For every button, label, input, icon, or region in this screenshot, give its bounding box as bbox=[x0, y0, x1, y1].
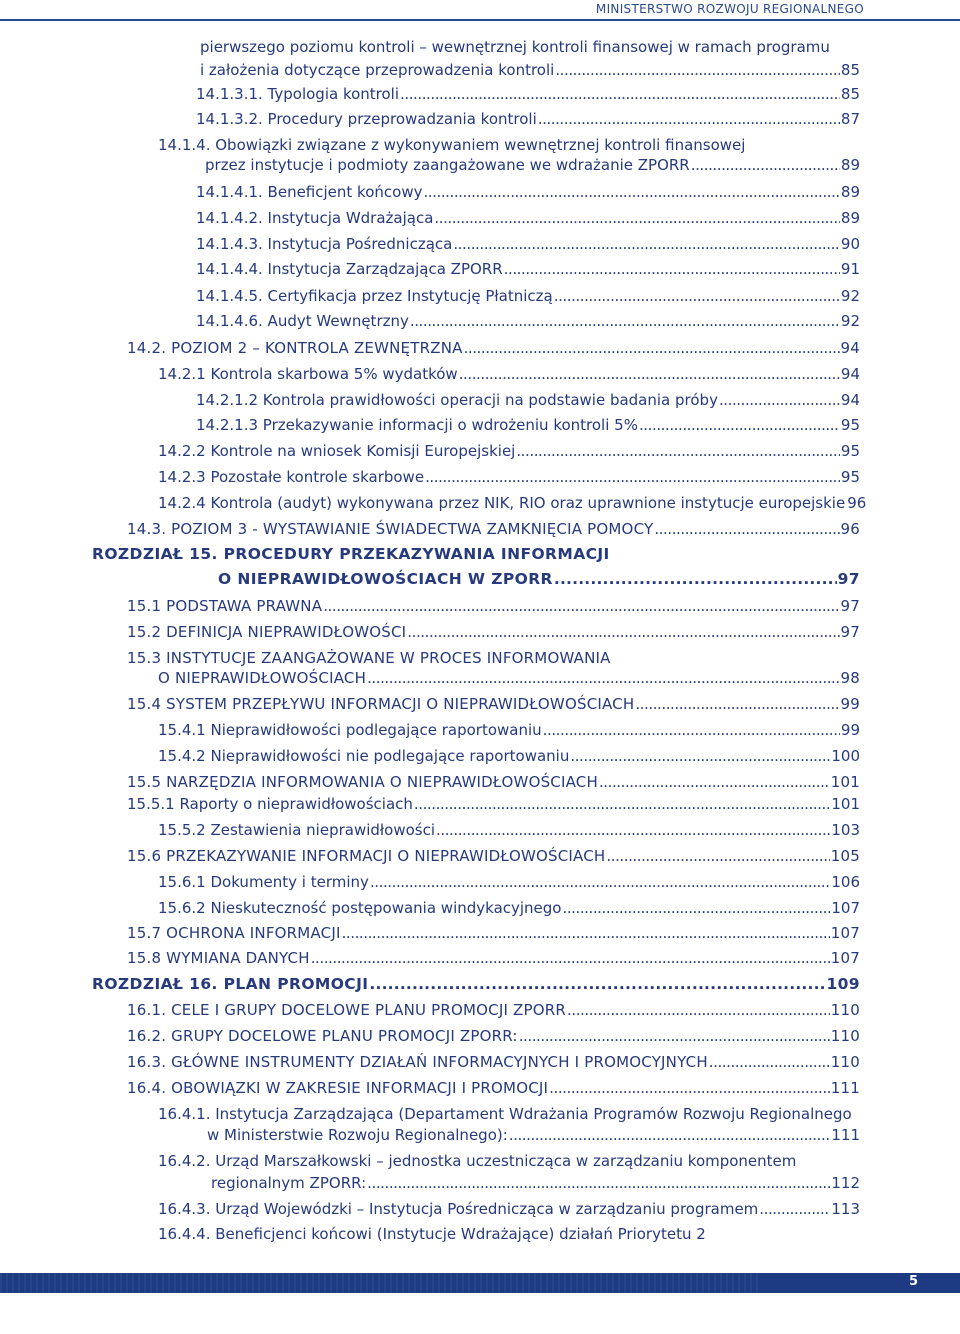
toc-entry-page: 110 bbox=[830, 1027, 860, 1045]
toc-entry-page: 89 bbox=[840, 209, 860, 227]
toc-entry-page: 107 bbox=[831, 899, 860, 917]
toc-entry-label: 14.2.2 Kontrole na wniosek Komisji Europejskiej bbox=[158, 442, 516, 460]
toc-entry[interactable] bbox=[127, 622, 860, 642]
toc-entry-label: O NIEPRAWIDŁOWOŚCIACH bbox=[158, 669, 367, 687]
toc-entry-label: 14.1.4.5. Certyfikacja przez Instytucję Płatniczą bbox=[196, 287, 553, 305]
toc-entry-page: 111 bbox=[830, 1079, 860, 1097]
leader-dots bbox=[459, 364, 840, 384]
toc-entry-label: 14.2.1.2 Kontrola prawidłowości operacji na podstawie badania próby bbox=[196, 391, 718, 409]
toc-entry-label: 15.5.2 Zestawienia nieprawidłowości bbox=[158, 821, 436, 839]
toc-entry-page: 94 bbox=[840, 391, 860, 409]
leader-dots bbox=[562, 898, 830, 918]
leader-dots bbox=[691, 155, 840, 175]
toc-entry-label: 16.4.4. Beneficjenci końcowi (Instytucje Wdrażające) działań Priorytetu 2 bbox=[158, 1225, 706, 1243]
toc-entry-page: 95 bbox=[840, 468, 860, 486]
toc-entry-page: 85 bbox=[840, 61, 860, 79]
toc-entry-page: 92 bbox=[840, 287, 860, 305]
toc-entry-page: 109 bbox=[826, 975, 860, 993]
toc-entry[interactable] bbox=[196, 234, 860, 254]
toc-entry-page: 113 bbox=[831, 1200, 860, 1218]
toc-entry[interactable] bbox=[127, 519, 860, 539]
toc-entry[interactable] bbox=[218, 569, 860, 589]
toc-entry-page: 91 bbox=[840, 260, 860, 278]
leader-dots bbox=[504, 259, 840, 279]
toc-entry[interactable] bbox=[158, 493, 867, 513]
leader-dots bbox=[410, 311, 840, 331]
leader-dots bbox=[567, 1000, 830, 1020]
leader-dots bbox=[654, 519, 839, 539]
toc-entry-label: 14.3. POZIOM 3 - WYSTAWIANIE ŚWIADECTWA ZAMKNIĘCIA POMOCY bbox=[127, 520, 654, 538]
toc-entry-page: 101 bbox=[831, 795, 860, 813]
footer-bar bbox=[0, 1273, 960, 1293]
toc-entry[interactable] bbox=[158, 441, 860, 461]
toc-entry-label: 14.1.4.3. Instytucja Pośrednicząca bbox=[196, 235, 453, 253]
leader-dots bbox=[555, 60, 840, 80]
toc-entry-label: 15.6 PRZEKAZYWANIE INFORMACJI O NIEPRAWIDŁOWOŚCIACH bbox=[127, 847, 606, 865]
header-rule bbox=[0, 19, 960, 21]
toc-entry-page: 97 bbox=[837, 570, 860, 588]
leader-dots bbox=[367, 1173, 830, 1193]
toc-entry-label: w Ministerstwie Rozwoju Regionalnego): bbox=[207, 1126, 508, 1144]
leader-dots bbox=[538, 109, 840, 129]
page-number: 5 bbox=[908, 1274, 918, 1289]
toc-entry[interactable] bbox=[127, 948, 860, 968]
toc-entry-label: 16.1. CELE I GRUPY DOCELOWE PLANU PROMOCJI ZPORR bbox=[127, 1001, 567, 1019]
toc-entry[interactable] bbox=[127, 846, 860, 866]
leader-dots bbox=[414, 794, 830, 814]
toc-entry-label: 15.7 OCHRONA INFORMACJI bbox=[127, 924, 341, 942]
leader-dots bbox=[423, 182, 839, 202]
toc-entry[interactable] bbox=[127, 338, 860, 358]
toc-entry[interactable] bbox=[158, 1199, 860, 1219]
leader-dots bbox=[369, 974, 825, 994]
toc-entry-page: 101 bbox=[830, 773, 860, 791]
toc-entry-label: 15.2 DEFINICJA NIEPRAWIDŁOWOŚCI bbox=[127, 623, 407, 641]
toc-entry[interactable] bbox=[207, 1125, 860, 1145]
toc-entry[interactable] bbox=[196, 390, 860, 410]
toc-entry-label: O NIEPRAWIDŁOWOŚCIACH W ZPORR bbox=[218, 570, 553, 588]
toc-entry[interactable] bbox=[158, 364, 860, 384]
toc-entry[interactable] bbox=[158, 467, 860, 487]
leader-dots bbox=[554, 286, 840, 306]
leader-dots bbox=[759, 1199, 830, 1219]
toc-entry-label: 14.1.4.6. Audyt Wewnętrzny bbox=[196, 312, 409, 330]
toc-entry-page: 111 bbox=[831, 1126, 860, 1144]
toc-entry-label: 15.6.1 Dokumenty i terminy bbox=[158, 873, 369, 891]
toc-entry-continuation-line: 14.1.4. Obowiązki związane z wykonywaniem wewnętrznej kontroli finansowej bbox=[158, 136, 746, 154]
leader-dots bbox=[554, 569, 837, 589]
toc-entry[interactable] bbox=[158, 820, 860, 840]
toc-entry-label: 15.1 PODSTAWA PRAWNA bbox=[127, 597, 323, 615]
leader-dots bbox=[367, 668, 839, 688]
toc-entry-page: 96 bbox=[847, 494, 867, 512]
leader-dots bbox=[323, 596, 839, 616]
toc-entry-label: 15.4.1 Nieprawidłowości podlegające raportowaniu bbox=[158, 721, 542, 739]
toc-entry-page: 94 bbox=[840, 365, 860, 383]
toc-entry-label: i założenia dotyczące przeprowadzenia kontroli bbox=[200, 61, 555, 79]
leader-dots bbox=[311, 948, 830, 968]
leader-dots bbox=[509, 1125, 831, 1145]
toc-entry[interactable] bbox=[127, 772, 860, 792]
toc-entry[interactable] bbox=[158, 898, 860, 918]
leader-dots bbox=[453, 234, 840, 254]
footer-pattern bbox=[0, 1273, 760, 1293]
toc-entry[interactable] bbox=[196, 182, 860, 202]
toc-entry[interactable] bbox=[196, 109, 860, 129]
leader-dots bbox=[606, 846, 829, 866]
toc-entry-page: 110 bbox=[830, 1001, 860, 1019]
toc-entry[interactable] bbox=[127, 1026, 860, 1046]
running-header: MINISTERSTWO ROZWOJU REGIONALNEGO bbox=[595, 2, 864, 16]
toc-entry-page: 95 bbox=[840, 416, 860, 434]
toc-chapter-heading: ROZDZIAŁ 15. PROCEDURY PRZEKAZYWANIA INFORMACJI bbox=[92, 545, 610, 563]
toc-entry-page: 112 bbox=[831, 1174, 860, 1192]
toc-entry[interactable] bbox=[196, 259, 860, 279]
toc-entry-page: 94 bbox=[840, 339, 860, 357]
toc-entry[interactable] bbox=[127, 923, 860, 943]
toc-entry-page: 103 bbox=[831, 821, 860, 839]
toc-entry-page: 110 bbox=[830, 1053, 860, 1071]
toc-entry-label: 14.1.3.1. Typologia kontroli bbox=[196, 85, 400, 103]
toc-entry[interactable] bbox=[196, 286, 860, 306]
toc-entry-label: 14.1.4.1. Beneficjent końcowy bbox=[196, 183, 423, 201]
leader-dots bbox=[709, 1052, 830, 1072]
toc-entry[interactable] bbox=[127, 1052, 860, 1072]
toc-entry-page: 89 bbox=[840, 156, 860, 174]
toc-entry-page: 99 bbox=[840, 695, 860, 713]
toc-entry[interactable] bbox=[127, 1000, 860, 1020]
leader-dots bbox=[570, 746, 830, 766]
toc-entry[interactable] bbox=[158, 668, 860, 688]
toc-entry-label: 14.2.4 Kontrola (audyt) wykonywana przez NIK, RIO oraz uprawnione instytucje europejskie bbox=[158, 494, 846, 512]
leader-dots bbox=[599, 772, 830, 792]
toc-entry-page: 105 bbox=[830, 847, 860, 865]
toc-entry-page: 92 bbox=[840, 312, 860, 330]
leader-dots bbox=[342, 923, 830, 943]
toc-entry[interactable] bbox=[127, 1078, 860, 1098]
toc-entry[interactable] bbox=[196, 208, 860, 228]
toc-entry-continuation-line: 16.4.2. Urząd Marszałkowski – jednostka uczestnicząca w zarządzaniu komponentem bbox=[158, 1152, 797, 1170]
toc-entry-page: 100 bbox=[831, 747, 860, 765]
toc-entry-label: 15.8 WYMIANA DANYCH bbox=[127, 949, 310, 967]
toc-entry[interactable] bbox=[196, 311, 860, 331]
leader-dots bbox=[635, 694, 839, 714]
toc-entry-page: 87 bbox=[840, 110, 860, 128]
toc-entry-label: ROZDZIAŁ 16. PLAN PROMOCJI bbox=[92, 975, 369, 993]
toc-entry-label: 15.4.2 Nieprawidłowości nie podlegające raportowaniu bbox=[158, 747, 570, 765]
toc-entry-label: 15.5 NARZĘDZIA INFORMOWANIA O NIEPRAWIDŁOWOŚCIACH bbox=[127, 773, 598, 791]
toc-entry-label: 16.2. GRUPY DOCELOWE PLANU PROMOCJI ZPORR: bbox=[127, 1027, 518, 1045]
toc-entry-label: 15.5.1 Raporty o nieprawidłowościach bbox=[127, 795, 413, 813]
toc-entry-label: 16.4. OBOWIĄZKI W ZAKRESIE INFORMACJI I PROMOCJI bbox=[127, 1079, 549, 1097]
toc-entry-page: 90 bbox=[840, 235, 860, 253]
toc-entry-page: 89 bbox=[840, 183, 860, 201]
leader-dots bbox=[543, 720, 840, 740]
toc-entry-page: 107 bbox=[830, 924, 860, 942]
toc-entry-page: 96 bbox=[840, 520, 860, 538]
toc-entry-label: 14.2.1.3 Przekazywanie informacji o wdrożeniu kontroli 5% bbox=[196, 416, 638, 434]
toc-entry-label: 15.6.2 Nieskuteczność postępowania windykacyjnego bbox=[158, 899, 562, 917]
toc-entry-page: 99 bbox=[840, 721, 860, 739]
toc-entry-label: 16.3. GŁÓWNE INSTRUMENTY DZIAŁAŃ INFORMACYJNYCH I PROMOCYJNYCH bbox=[127, 1053, 708, 1071]
toc-entry-label: 14.2.3 Pozostałe kontrole skarbowe bbox=[158, 468, 425, 486]
toc-entry-page: 85 bbox=[840, 85, 860, 103]
leader-dots bbox=[464, 338, 840, 358]
toc-entry[interactable] bbox=[211, 1173, 860, 1193]
toc-entry[interactable] bbox=[127, 596, 860, 616]
leader-dots bbox=[516, 441, 840, 461]
toc-entry[interactable] bbox=[200, 60, 860, 80]
leader-dots bbox=[436, 820, 830, 840]
toc-entry-page: 95 bbox=[840, 442, 860, 460]
leader-dots bbox=[370, 872, 830, 892]
toc-entry-label: 14.2. POZIOM 2 – KONTROLA ZEWNĘTRZNA bbox=[127, 339, 463, 357]
toc-entry-label: 16.4.3. Urząd Wojewódzki – Instytucja Pośrednicząca w zarządzaniu programem bbox=[158, 1200, 759, 1218]
toc-entry-page: 106 bbox=[831, 873, 860, 891]
leader-dots bbox=[434, 208, 840, 228]
leader-dots bbox=[719, 390, 840, 410]
toc-entry-continuation-line: 15.3 INSTYTUCJE ZAANGAŻOWANE W PROCES INFORMOWANIA bbox=[127, 649, 611, 667]
toc-entry-label: regionalnym ZPORR: bbox=[211, 1174, 367, 1192]
toc-entry[interactable] bbox=[127, 694, 860, 714]
toc-entry[interactable] bbox=[158, 746, 860, 766]
toc-entry[interactable] bbox=[205, 155, 860, 175]
toc-entry-continuation-line: pierwszego poziomu kontroli – wewnętrznej kontroli finansowej w ramach programu bbox=[200, 38, 830, 56]
leader-dots bbox=[425, 467, 840, 487]
toc-entry-page: 97 bbox=[840, 597, 860, 615]
leader-dots bbox=[549, 1078, 830, 1098]
toc-entry-label: 14.2.1 Kontrola skarbowa 5% wydatków bbox=[158, 365, 458, 383]
toc-entry[interactable] bbox=[92, 974, 860, 994]
toc-entry[interactable] bbox=[158, 872, 860, 892]
toc-entry-page: 97 bbox=[840, 623, 860, 641]
toc-entry[interactable] bbox=[158, 720, 860, 740]
toc-entry-label: przez instytucje i podmioty zaangażowane we wdrażanie ZPORR bbox=[205, 156, 690, 174]
toc-entry[interactable] bbox=[127, 794, 860, 814]
toc-entry[interactable] bbox=[196, 415, 860, 435]
toc-entry-page: 98 bbox=[840, 669, 860, 687]
leader-dots bbox=[519, 1026, 830, 1046]
toc-entry-label: 15.4 SYSTEM PRZEPŁYWU INFORMACJI O NIEPRAWIDŁOWOŚCIACH bbox=[127, 695, 635, 713]
toc-entry[interactable] bbox=[196, 84, 860, 104]
toc-entry-label: 14.1.4.4. Instytucja Zarządzająca ZPORR bbox=[196, 260, 503, 278]
toc-entry-label: 14.1.4.2. Instytucja Wdrażająca bbox=[196, 209, 434, 227]
leader-dots bbox=[400, 84, 840, 104]
toc-entry-label: 14.1.3.2. Procedury przeprowadzania kontroli bbox=[196, 110, 537, 128]
leader-dots bbox=[639, 415, 840, 435]
toc-entry-page: 107 bbox=[830, 949, 860, 967]
toc-entry-continuation-line: 16.4.1. Instytucja Zarządzająca (Departament Wdrażania Programów Rozwoju Regionalnego bbox=[158, 1105, 852, 1123]
leader-dots bbox=[407, 622, 839, 642]
